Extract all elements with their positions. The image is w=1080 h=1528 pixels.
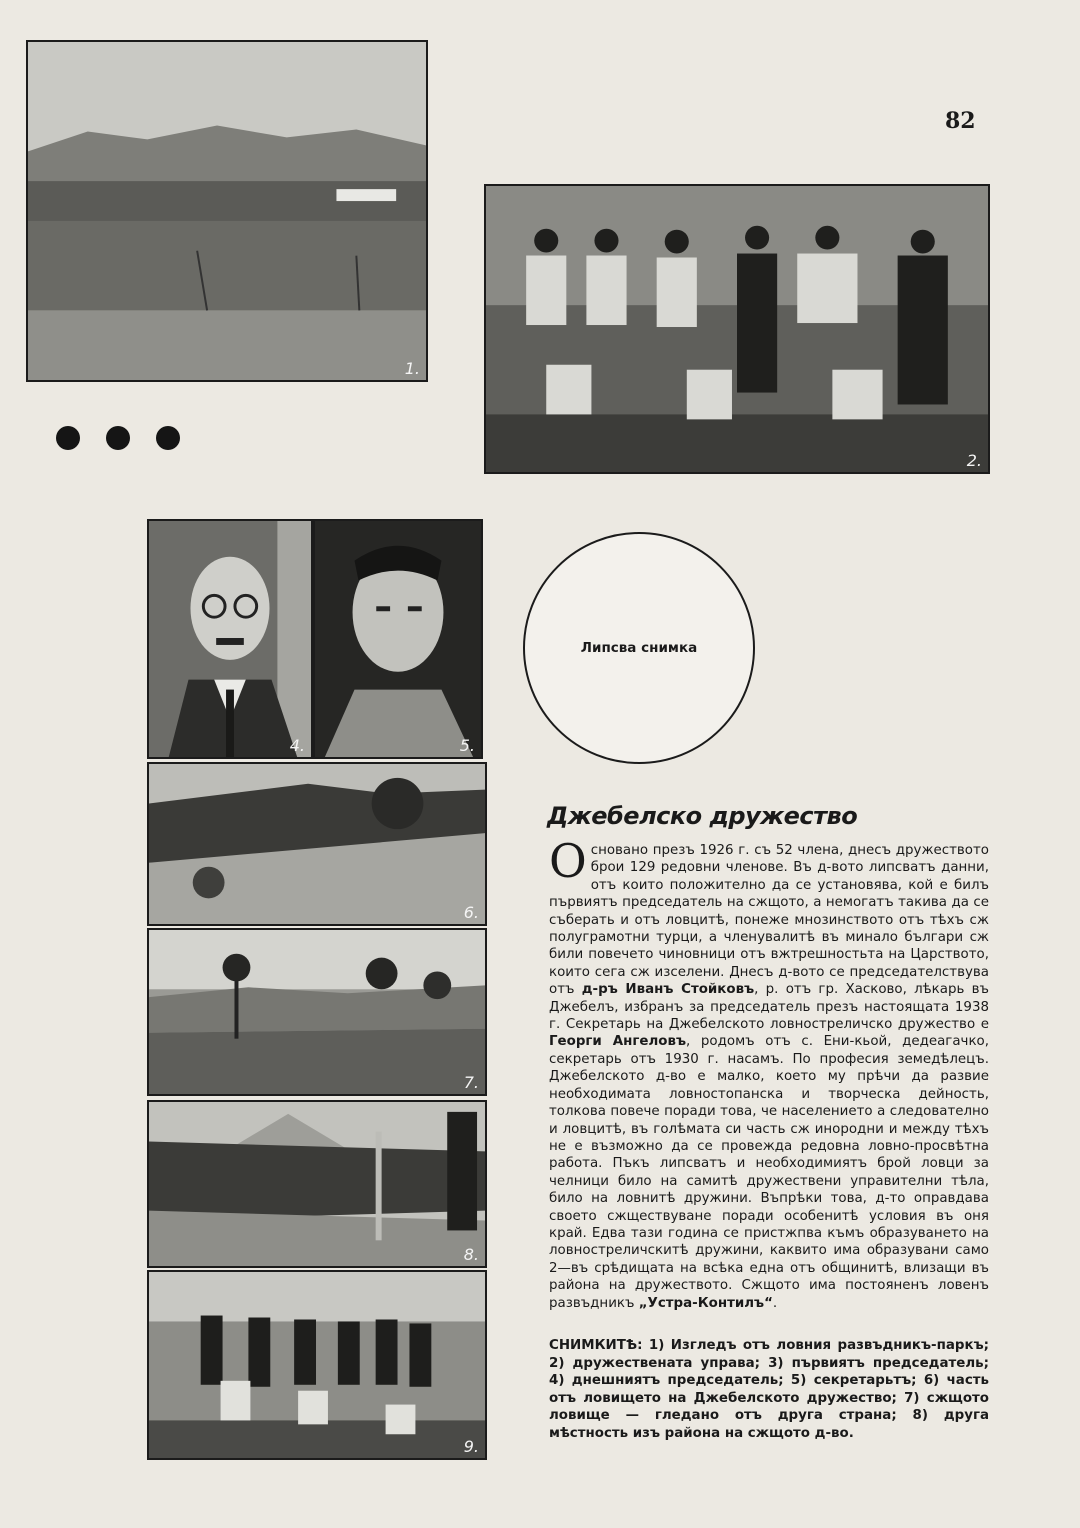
trees-image [149, 930, 485, 1094]
photo-hunting-group [147, 1270, 487, 1460]
photo-number: 5. [459, 736, 475, 755]
photo-hunting-ground [147, 762, 487, 926]
photo-landscape-park [26, 40, 428, 382]
secretary-name: Георги Ангеловъ [549, 1034, 687, 1050]
landscape-image [28, 42, 426, 380]
decorative-dots [56, 426, 180, 450]
photo-captions: СНИМКИТѢ: 1) Изгледъ отъ ловния развъдникъ-паркъ; 2) дружествената управа; 3) първиятъ председатель; 4) днешниятъ председатель; 5) секретарьтъ; 6) часть отъ ловището на Джебелското дружество; 7) сжщото ловище — гледано отъ друга страна; 8) друга мѣстность изъ района на сжщото д-во. [549, 1338, 989, 1441]
drop-cap: О [549, 834, 587, 888]
photo-number: 8. [463, 1245, 479, 1264]
missing-photo-label: Липсва снимка [580, 640, 698, 656]
mountain-image [149, 1102, 485, 1266]
photo-number: 7. [463, 1073, 479, 1092]
article-text: , родомъ отъ с. Ени-кьой, дедеагачко, секретарь отъ 1930 г. насамъ. По професия земедѣлецъ. Джебелското д-во е малко, което му прѣчи да развие необходимата ловностопанска и творческа дейность, толкова повече поради това, че населението а следователно и ловцитѣ, въ голѣмата си часть сж инородни и между тѣхъ не е възможно да се провежда редовна ловно-просвѣтна работа. Пъкъ липсватъ и необходимиятъ брой ловци за челници било на самитѣ дружествени управителни тѣла, било на ловнитѣ дружини. Въпрѣки това, д-то оправдава своето сжществуване поради особенитѣ условия въ оня край. Едва тази година се пристжпва къмъ образуването на ловностреличскитѣ дружини, каквито има образувани само 2—въ срѣдищата на всѣка една отъ общинитѣ, влизащи въ района на дружеството. Сжщото има постояненъ ловенъ развъдникъ [549, 1034, 989, 1311]
dot-icon [156, 426, 180, 450]
dot-icon [56, 426, 80, 450]
photo-group-board [484, 184, 990, 474]
photo-number: 4. [289, 736, 305, 755]
photo-another-area [147, 1100, 487, 1268]
photo-number: 1. [404, 359, 420, 378]
article-text: . [772, 1295, 778, 1311]
article-text: , р. отъ гр. Хасково, лѣкарь въ Джебелъ, избранъ за председатель презъ настоящата 1938 г. Секретарь на Джебелското ловностреличско дружество е [549, 982, 989, 1033]
article-title: Джебелско дружество [547, 802, 858, 830]
portrait-image [315, 521, 481, 757]
forest-image [149, 764, 485, 924]
photo-number: 6. [463, 903, 479, 922]
photo-number: 2. [966, 451, 982, 470]
group-image [486, 186, 988, 472]
photo-hunting-ground-other-side [147, 928, 487, 1096]
portrait-image [149, 521, 311, 757]
photo-portrait-president [147, 519, 313, 759]
hunters-image [149, 1272, 485, 1458]
page-number: 82 [945, 108, 976, 134]
article-text: сновано презъ 1926 г. съ 52 члена, днесъ дружеството брои 129 редовни членове. Въ д-вото липсватъ данни, отъ които положително да се установява, кой е билъ първиятъ председатель на сжщото, а немогатъ такива да се съберать и отъ ловцитѣ, понеже мнозинството отъ тѣхъ сж полуграмотни турци, а членувалитѣ въ минало българи сж били повечето чиновници отъ вжтрешностьта на Царството, които сега сж изселени. Днесъ д-вото се председателствува отъ [549, 843, 989, 998]
breeding-ground-name: „Устра-Контилъ“ [638, 1295, 773, 1311]
dot-icon [106, 426, 130, 450]
missing-photo-placeholder [523, 532, 755, 764]
president-name: д-ръ Иванъ Стойковъ [581, 982, 755, 998]
photo-portrait-secretary [313, 519, 483, 759]
photo-number: 9. [463, 1437, 479, 1456]
article-body [549, 834, 989, 1312]
